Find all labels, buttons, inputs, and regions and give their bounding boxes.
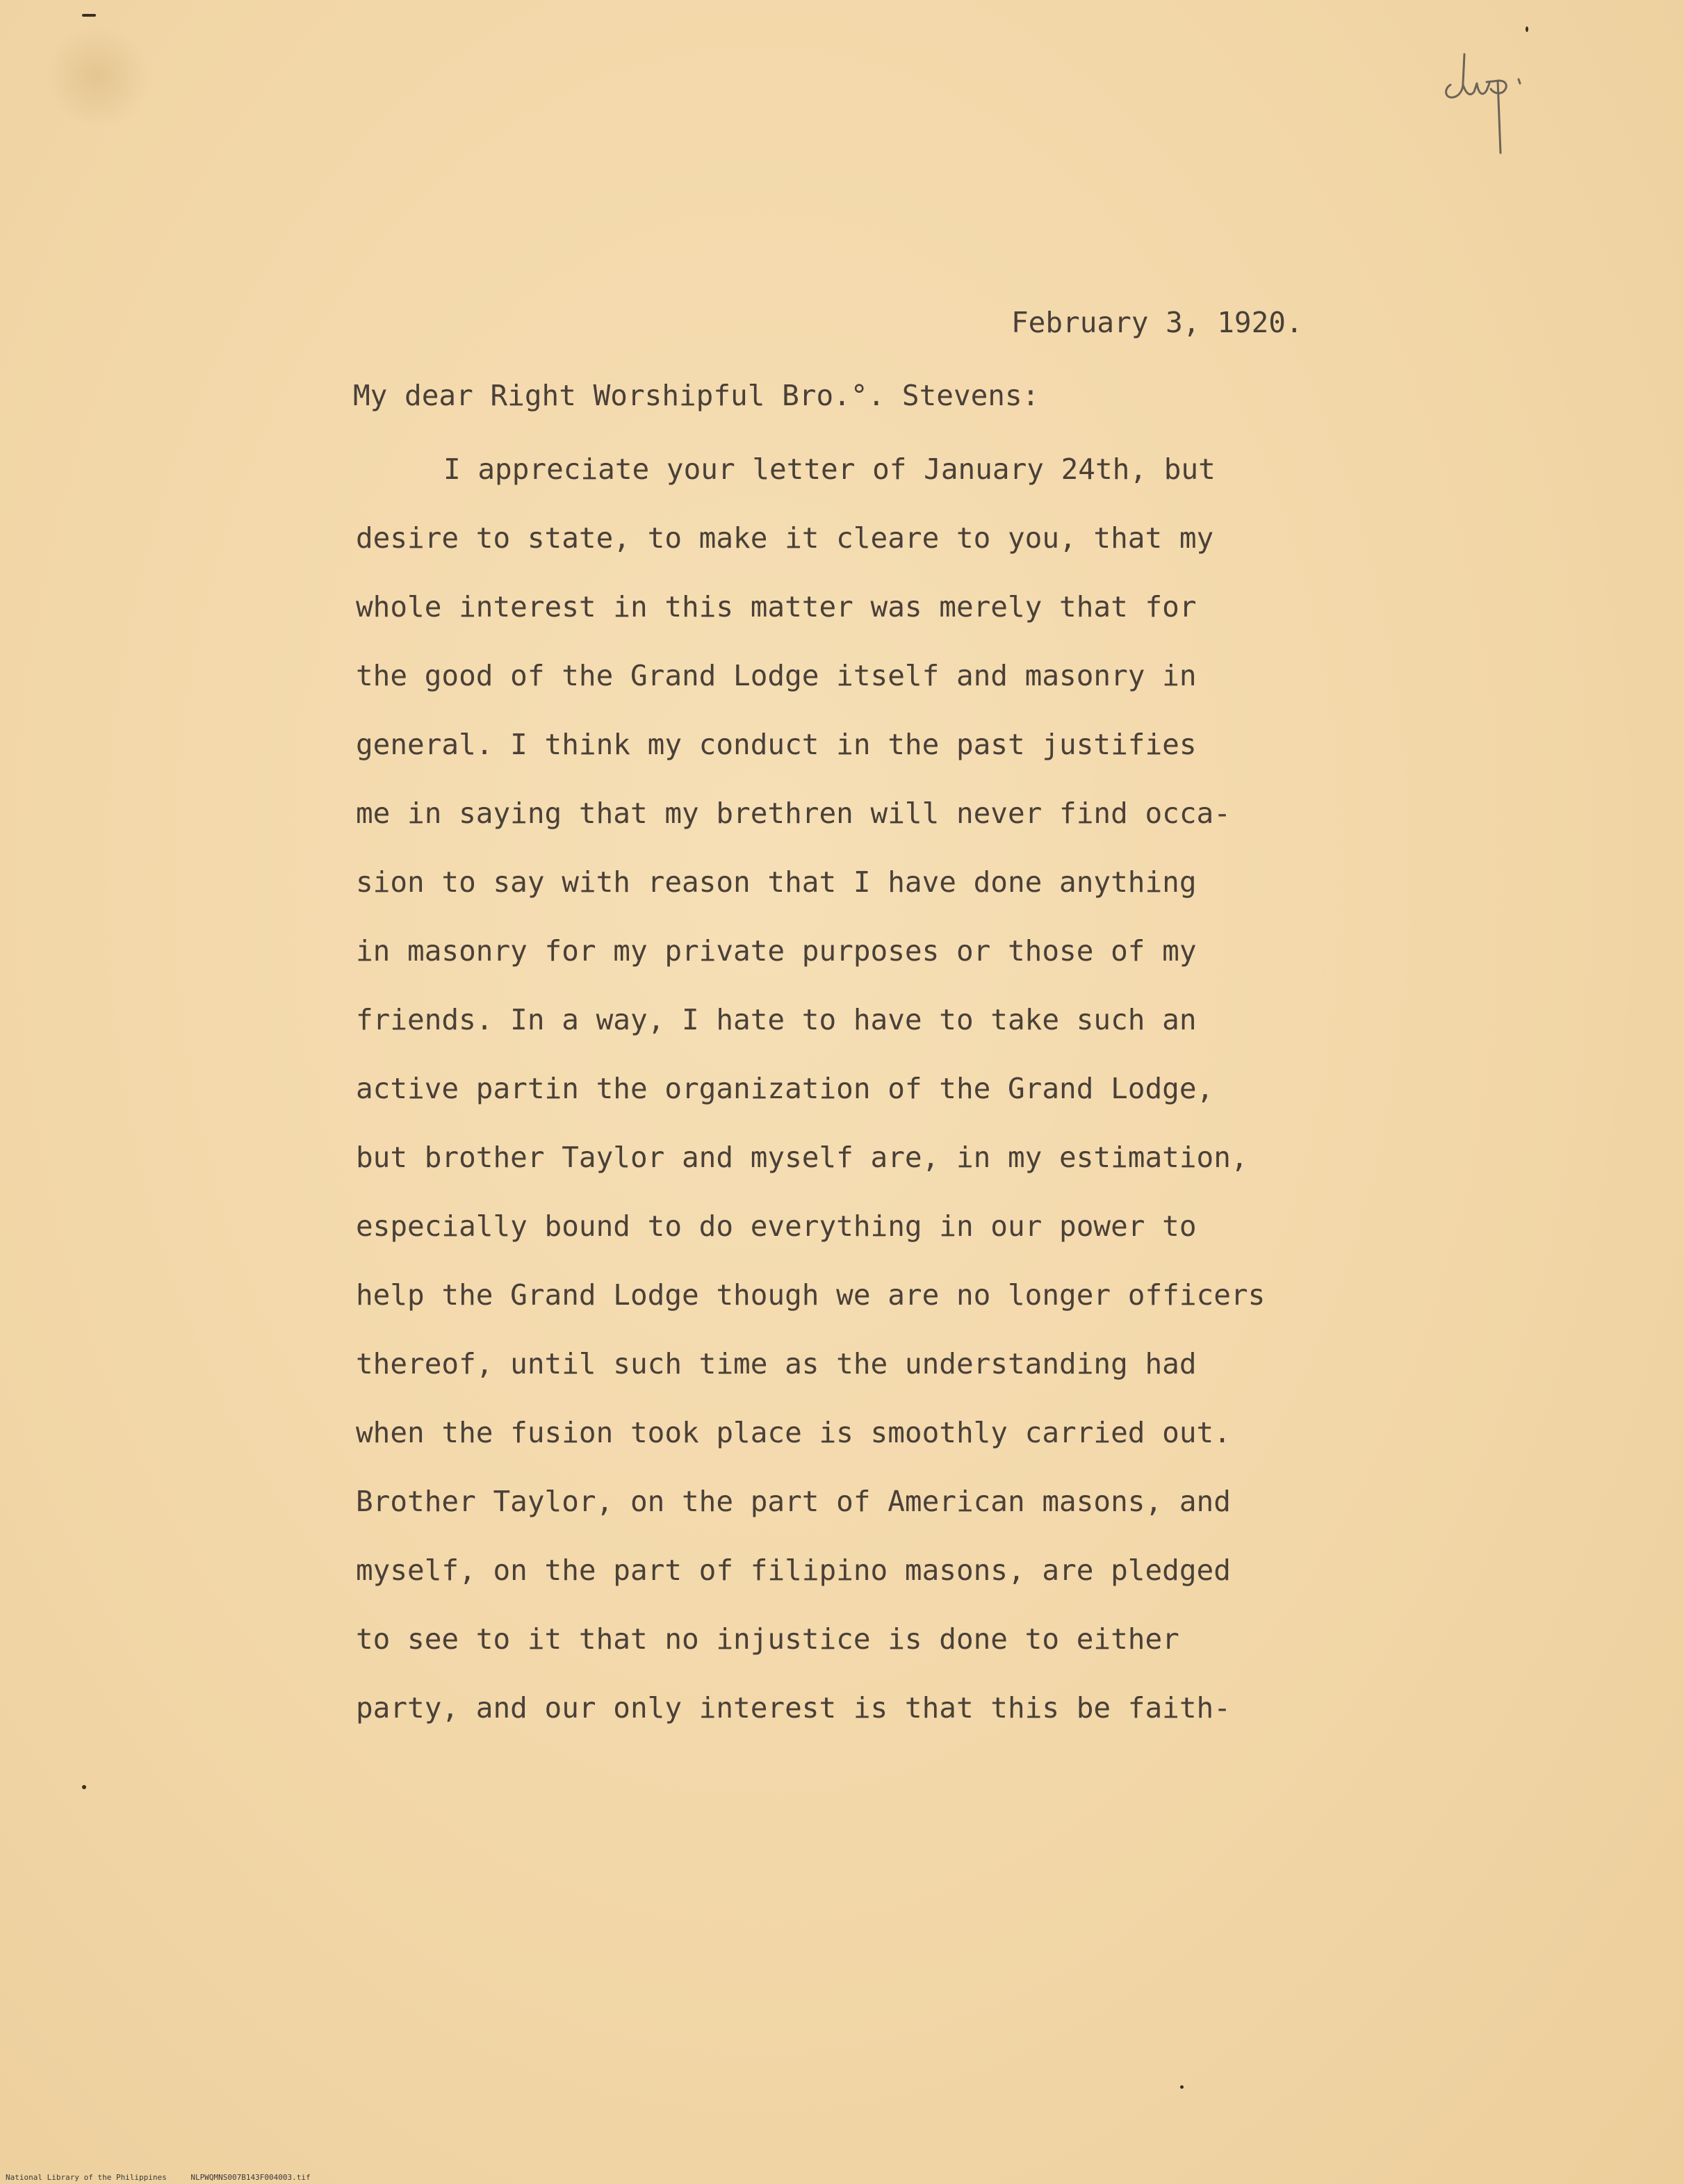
body-line: friends. In a way, I hate to have to take such an	[356, 1003, 1197, 1036]
body-line: desire to state, to make it cleare to you, that my	[356, 521, 1214, 555]
body-line: active partin the organization of the Grand Lodge,	[356, 1072, 1214, 1105]
paper-speck	[1526, 26, 1528, 32]
body-line: the good of the Grand Lodge itself and masonry in	[356, 659, 1197, 692]
paper-speck	[82, 14, 96, 17]
footer-filename: NLPWQMNS007B143F004003.tif	[190, 2173, 311, 2182]
body-line: help the Grand Lodge though we are no longer officers	[356, 1278, 1266, 1312]
body-line: me in saying that my brethren will never find occa-	[356, 797, 1231, 830]
body-line: general. I think my conduct in the past justifies	[356, 728, 1197, 761]
footer-library: National Library of the Philippines	[6, 2173, 167, 2182]
body-line: to see to it that no injustice is done to either	[356, 1622, 1179, 1656]
scan-footer	[6, 2173, 330, 2182]
body-line: but brother Taylor and myself are, in my estimation,	[356, 1141, 1248, 1174]
body-line: whole interest in this matter was merely that for	[356, 590, 1197, 624]
letter-salutation: My dear Right Worshipful Bro.°. Stevens:	[353, 379, 1040, 412]
body-line: sion to say with reason that I have done anything	[356, 865, 1197, 899]
body-line: thereof, until such time as the understanding had	[356, 1347, 1197, 1380]
paper-stain	[42, 28, 153, 125]
handwritten-annotation-dup	[1442, 49, 1546, 167]
body-line: especially bound to do everything in our power to	[356, 1209, 1197, 1243]
body-line: myself, on the part of filipino masons, are pledged	[356, 1554, 1231, 1587]
paper-speck	[1180, 2085, 1184, 2089]
body-line: Brother Taylor, on the part of American masons, and	[356, 1485, 1231, 1518]
body-line: I appreciate your letter of January 24th, but	[443, 453, 1216, 486]
letter-date: February 3, 1920.	[1011, 306, 1303, 339]
body-line: party, and our only interest is that this be faith-	[356, 1691, 1231, 1725]
letter-body	[356, 448, 1329, 1756]
body-line: in masonry for my private purposes or those of my	[356, 934, 1197, 968]
body-line: when the fusion took place is smoothly carried out.	[356, 1416, 1231, 1449]
paper-speck	[82, 1785, 86, 1789]
